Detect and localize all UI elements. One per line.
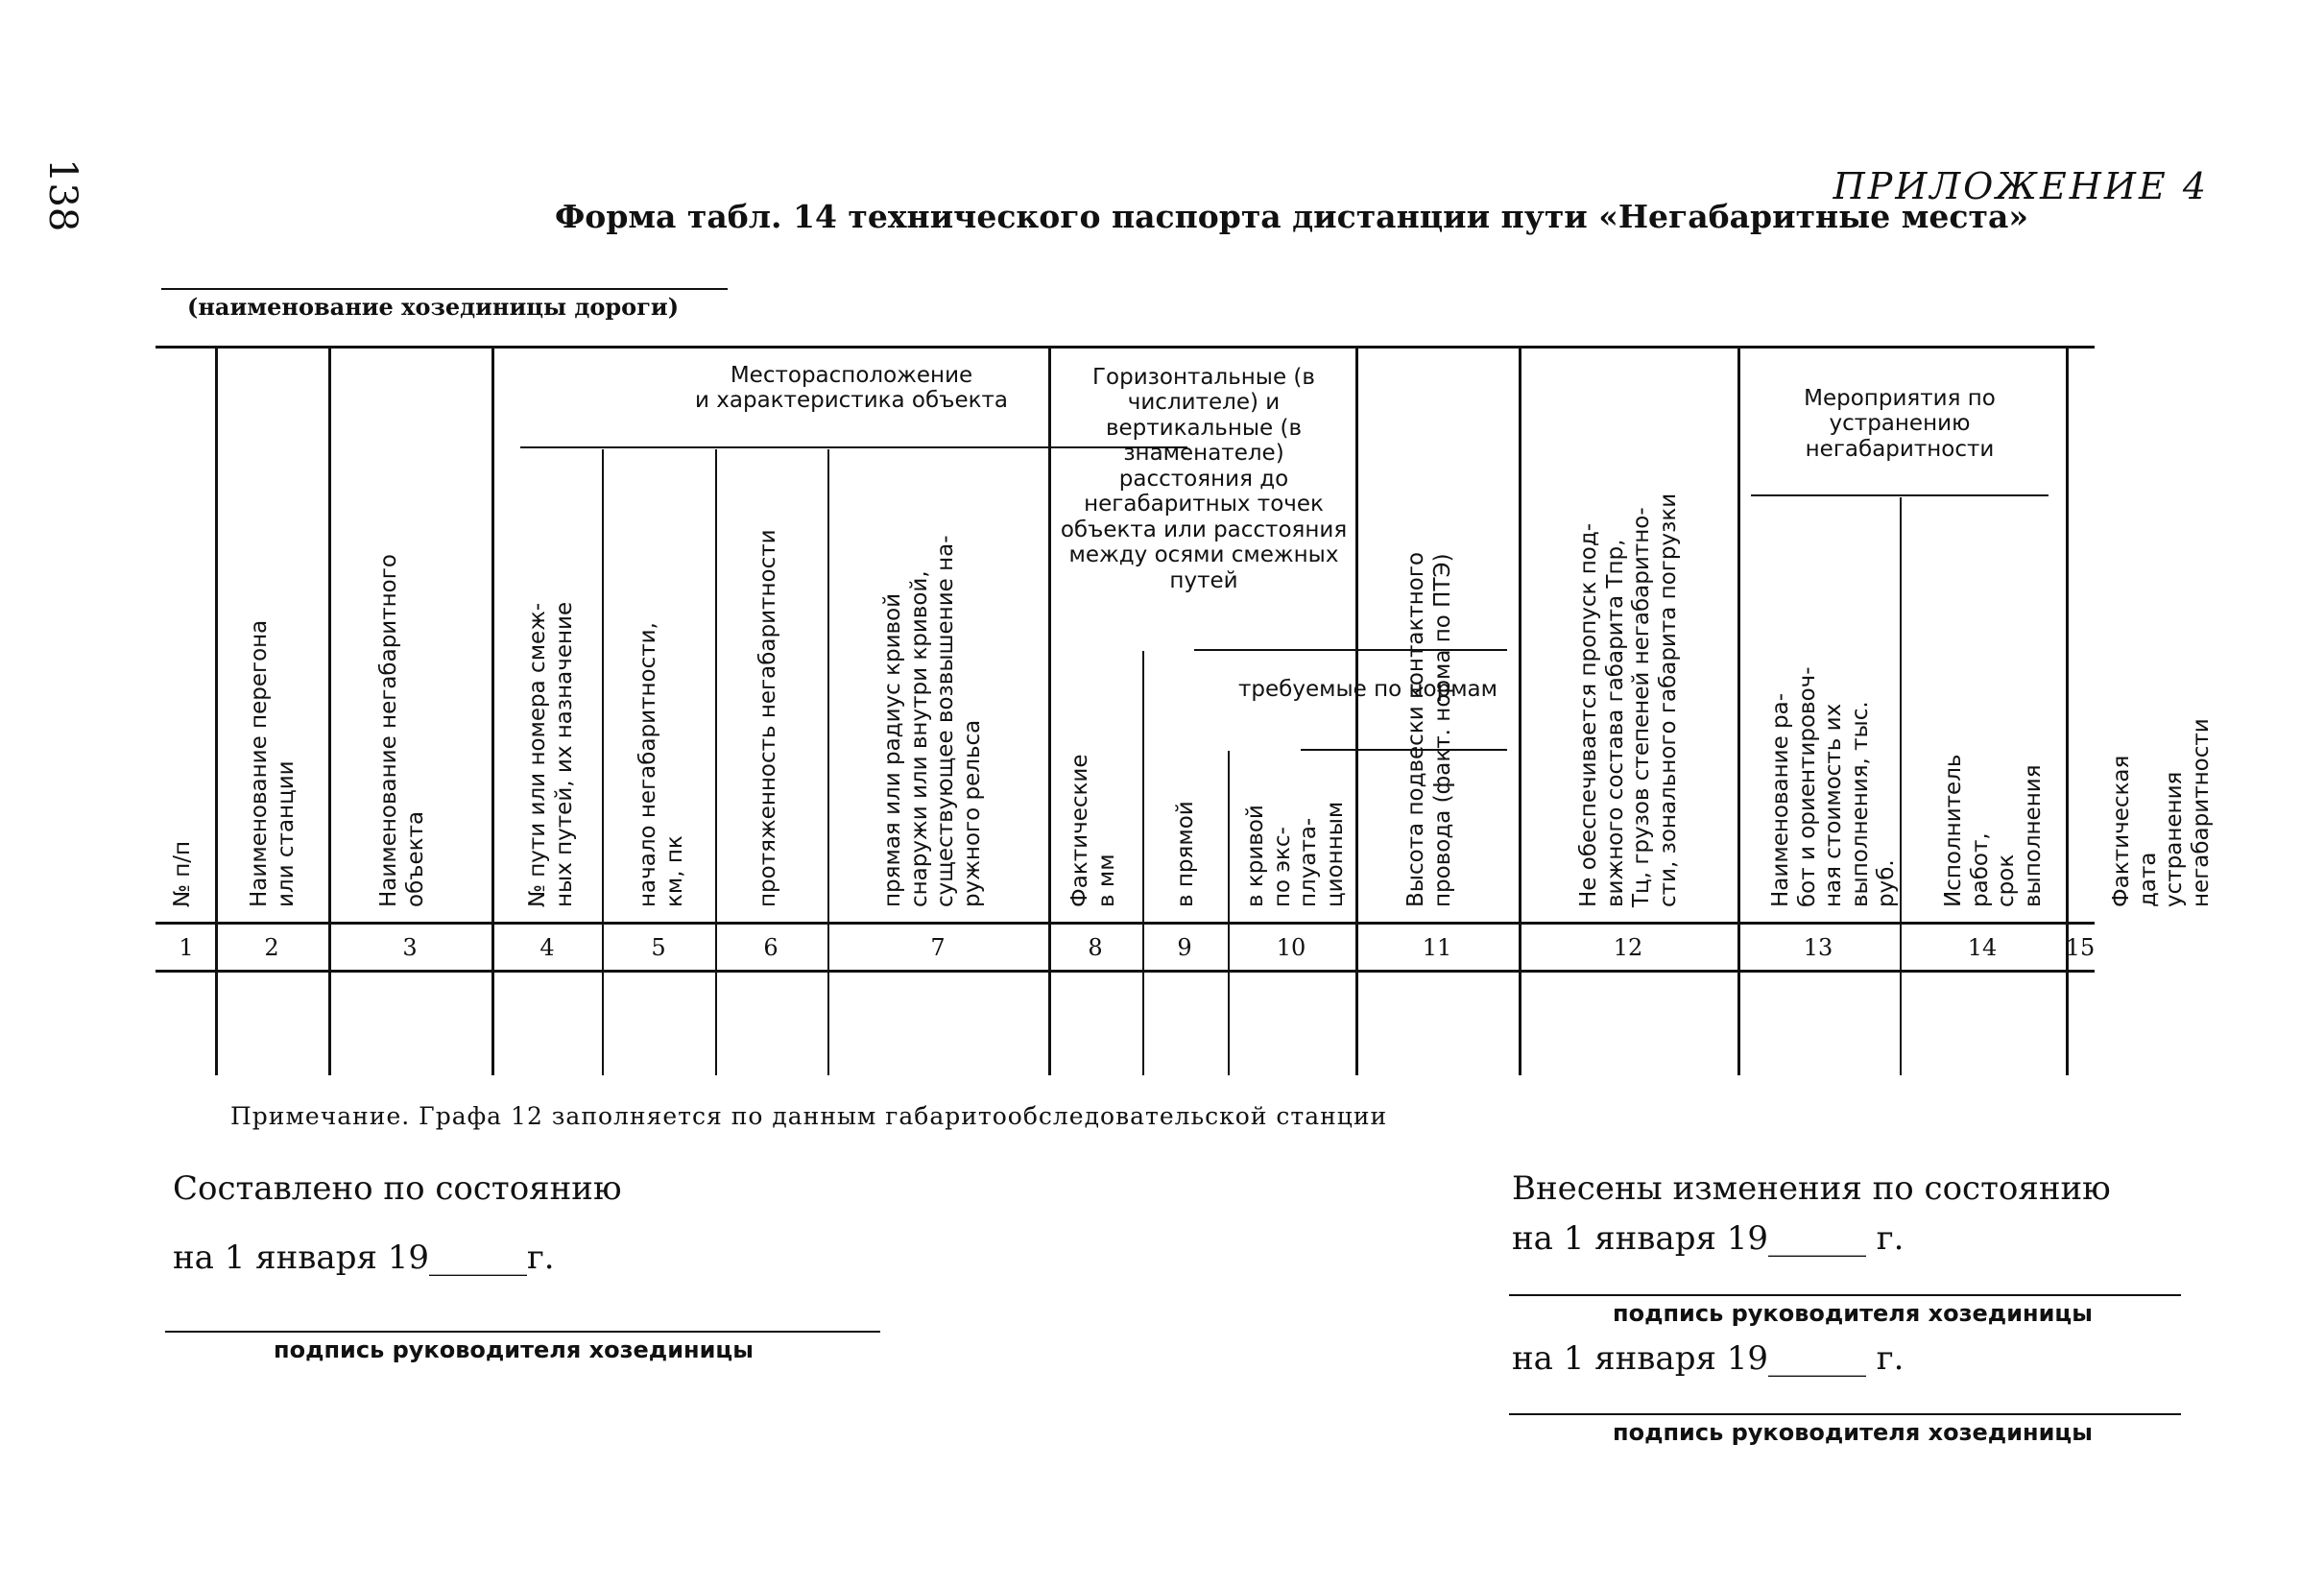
org-label: (наименование хозединицы дороги) bbox=[187, 293, 680, 321]
col-divider bbox=[602, 449, 604, 1075]
col-divider bbox=[1142, 651, 1144, 1075]
col-5-header: начало негабаритности, км, пк bbox=[635, 622, 687, 907]
page-title: Форма табл. 14 технического паспорта дистанции пути «Негабаритные места» bbox=[555, 198, 2028, 235]
appendix-label: ПРИЛОЖЕНИЕ 4 bbox=[1833, 165, 2209, 207]
col-divider bbox=[491, 346, 494, 1075]
col-divider bbox=[1355, 346, 1358, 1075]
col-number: 3 bbox=[402, 934, 418, 961]
table-note: Примечание. Графа 12 заполняется по данным габаритообследовательской станции bbox=[230, 1102, 1388, 1130]
col-number: 13 bbox=[1803, 934, 1833, 961]
col-divider bbox=[215, 346, 218, 1075]
col-number: 12 bbox=[1613, 934, 1643, 961]
col-number: 6 bbox=[763, 934, 779, 961]
page-number: 138 bbox=[40, 158, 84, 232]
measures-group-rule bbox=[1751, 494, 2048, 496]
required-group-header: требуемые по нормам bbox=[1238, 677, 1497, 702]
col-13-header: Наименование ра- бот и ориентировоч- ная стоимость их выполнения, тыс. руб. bbox=[1768, 666, 1900, 907]
col-6-header: протяженность негабаритности bbox=[755, 529, 780, 907]
right-signature-line3: на 1 января 19______ г. bbox=[1512, 1339, 1905, 1378]
distances-group-rule bbox=[1194, 649, 1507, 651]
right-signature-line2: на 1 января 19______ г. bbox=[1512, 1219, 1905, 1258]
col-divider bbox=[1737, 346, 1740, 1075]
col-number: 4 bbox=[539, 934, 555, 961]
measures-group-header: Мероприятия по устранению негабаритности bbox=[1804, 386, 1996, 462]
table-top-rule bbox=[156, 346, 2095, 349]
col-number: 10 bbox=[1276, 934, 1306, 961]
col-divider bbox=[1228, 751, 1230, 1075]
col-divider bbox=[2066, 346, 2069, 1075]
col-number: 15 bbox=[2065, 934, 2096, 961]
col-10-header: в кривой по экс- плуата- ционным bbox=[1243, 801, 1348, 907]
col-4-header: № пути или номера смеж- ных путей, их назначение bbox=[525, 601, 577, 907]
col-number: 8 bbox=[1088, 934, 1103, 961]
right-signature-label-2: подпись руководителя хозединицы bbox=[1613, 1419, 2093, 1446]
col-number: 14 bbox=[1967, 934, 1998, 961]
col-number: 11 bbox=[1422, 934, 1452, 961]
distances-group-header: Горизонтальные (в числителе) и вертикальные (в знаменателе) расстояния до негабаритных точек объекта или расстояния между осями смежных путей bbox=[1060, 365, 1348, 593]
right-signature-label-1: подпись руководителя хозединицы bbox=[1613, 1300, 2093, 1327]
col-divider bbox=[328, 346, 331, 1075]
col-divider bbox=[827, 449, 829, 1075]
col-number: 1 bbox=[179, 934, 194, 961]
col-8-header: Фактические в мм bbox=[1067, 754, 1119, 907]
col-14-header: Исполнитель работ, срок выполнения bbox=[1941, 754, 2046, 907]
col-number: 7 bbox=[930, 934, 946, 961]
col-divider bbox=[1519, 346, 1521, 1075]
header-bottom-rule bbox=[156, 922, 2095, 925]
location-group-header: Месторасположение и характеристика объекта bbox=[695, 363, 1008, 414]
col-number: 2 bbox=[264, 934, 279, 961]
col-15-header: Фактическая дата устранения негабаритности bbox=[2109, 718, 2214, 907]
right-signature-line1: Внесены изменения по состоянию bbox=[1512, 1169, 2111, 1208]
numbers-bottom-rule bbox=[156, 970, 2095, 973]
org-underline bbox=[161, 288, 728, 290]
col-1-header: № п/п bbox=[170, 840, 195, 907]
col-divider bbox=[715, 449, 717, 1075]
col-divider bbox=[1048, 346, 1051, 1075]
form-table bbox=[156, 346, 2214, 1075]
col-11-header: Высота подвески контактного провода (факт. норма по ПТЭ) bbox=[1403, 551, 1455, 907]
col-number: 9 bbox=[1177, 934, 1192, 961]
col-2-header: Наименование перегона или станции bbox=[247, 619, 299, 907]
left-signature-line1: Составлено по состоянию bbox=[173, 1169, 622, 1208]
right-signature-underline-2 bbox=[1509, 1413, 2181, 1415]
col-12-header: Не обеспечивается пропуск под- вижного состава габарита Тпр, Тц, грузов степеней негабаритно- сти, зонального габарита погрузки bbox=[1576, 493, 1681, 907]
left-signature-label: подпись руководителя хозединицы bbox=[274, 1336, 754, 1363]
col-3-header: Наименование негабаритного объекта bbox=[376, 554, 428, 907]
right-signature-underline-1 bbox=[1509, 1294, 2181, 1296]
col-7-header: прямая или радиус кривой снаружи или внутри кривой, существующее возвышение на- ружного рельса bbox=[880, 535, 985, 907]
left-signature-underline bbox=[165, 1331, 880, 1333]
col-number: 5 bbox=[651, 934, 666, 961]
left-signature-line2: на 1 января 19______г. bbox=[173, 1239, 555, 1277]
col-9-header: в прямой bbox=[1173, 801, 1198, 907]
